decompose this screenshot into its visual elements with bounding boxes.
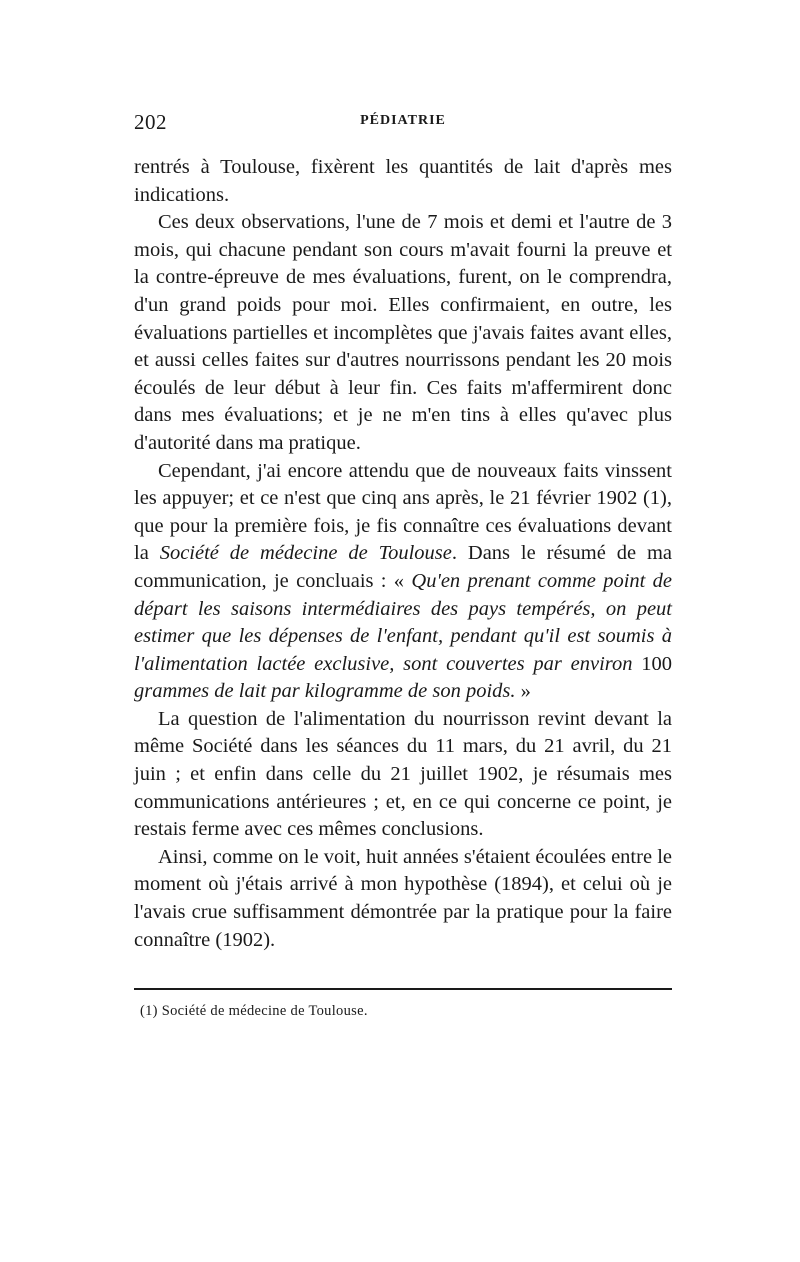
book-page bbox=[134, 110, 673, 1019]
paragraph-4: La question de l'alimentation du nourrisson revint devant la même Société dans les séances du 11 mars, du 21 avril, du 21 juin ; et enfin dans celle du 21 juillet 1902, je résumais mes communications antérieures ; et, en ce qui concerne ce point, je restais ferme avec ces mêmes conclusions. bbox=[134, 707, 672, 841]
footnote: (1) Société de médecine de Toulouse. bbox=[140, 1003, 368, 1019]
paragraph-3 bbox=[134, 458, 672, 706]
paragraph-1: rentrés à Toulouse, fixèrent les quantités de lait d'après mes indications. bbox=[134, 156, 672, 206]
body-text bbox=[134, 154, 672, 954]
quoted-amount: 100 bbox=[632, 652, 673, 675]
paragraph-3-intro: Cependant, j'ai encore attendu que de nouveaux faits vinssent les appuyer; et ce n'est que cinq ans après, le 21 février 1902 (1), que pour la première fois, je fis connaître ces évaluations devant la bbox=[134, 459, 672, 565]
quoted-conclusion: Qu'en prenant comme point de départ les saisons intermédiaires des pays tempérés, on peut estimer que les dépenses de l'enfant, pendant qu'il est soumis à l'alimentation lactée exclusive, sont couvertes par environ bbox=[134, 569, 672, 675]
paragraph-3-middle: . Dans le résumé de ma communication, je concluais : « bbox=[134, 542, 673, 592]
society-name: Société de médecine de Toulouse bbox=[159, 542, 452, 565]
paragraph-2: Ces deux observations, l'une de 7 mois et demi et l'autre de 3 mois, qui chacune pendant son cours m'avait fourni la preuve et la contre-épreuve de mes évaluations, furent, on le comprendra, d'un grand poids pour moi. Elles confirmaient, en outre, les évaluations partielles et incomplètes que j'avais faites avant elles, et aussi celles faites sur d'autres nourrissons pendant les 20 mois écoulés de leur début à leur fin. Ces faits m'affermirent donc dans mes évaluations; et je ne m'en tins à elles qu'avec plus d'autorité dans ma pratique. bbox=[134, 211, 672, 454]
quoted-conclusion-end: grammes de lait par kilogramme de son poids. bbox=[134, 680, 516, 703]
footnote-divider bbox=[134, 988, 672, 990]
quote-close: » bbox=[515, 680, 531, 703]
paragraph-5: Ainsi, comme on le voit, huit années s'étaient écoulées entre le moment où j'étais arrivé à mon hypothèse (1894), et celui où je l'avais crue suffisamment démontrée par la pratique pour la faire connaître (1902). bbox=[134, 845, 672, 951]
page-number: 202 bbox=[134, 110, 167, 134]
page-header bbox=[134, 110, 672, 140]
running-title: PÉDIATRIE bbox=[360, 113, 446, 128]
